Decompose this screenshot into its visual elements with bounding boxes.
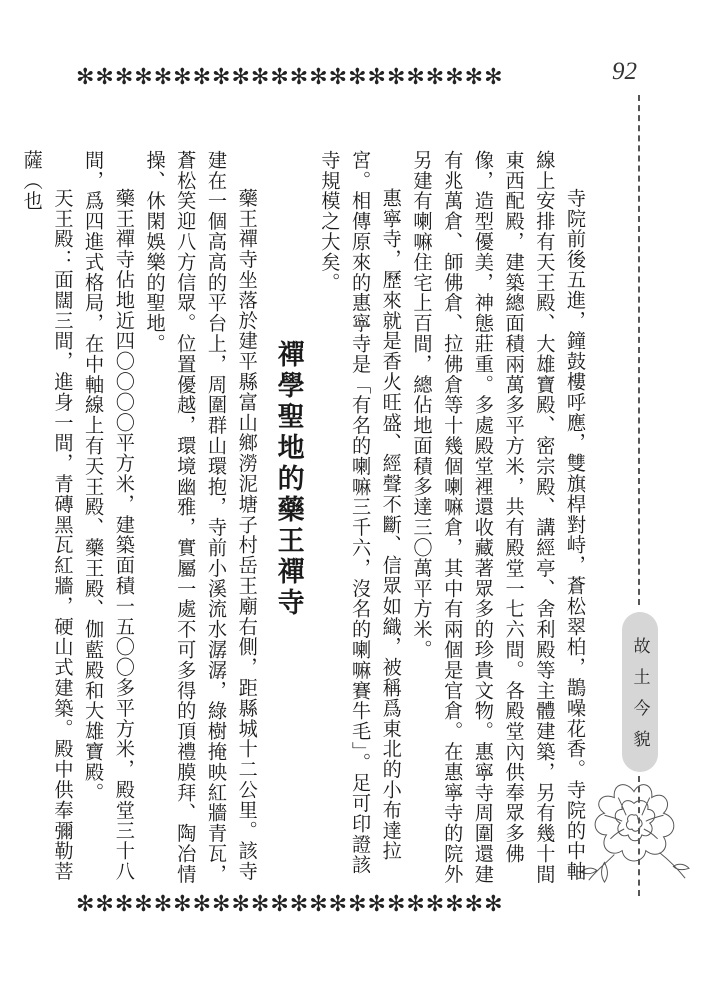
paragraph: 藥王禪寺坐落於建平縣富山鄉澇泥塘子村岳王廟右側，距縣城十二公里。該寺建在一個高高的平台上，周圍群山環抱，寺前小溪流水潺潺，綠樹掩映紅牆青瓦，蒼松笑迎八方信眾。位置優越，環境幽雅，實屬一處不可多得的頂禮膜拜、陶冶情操、休閑娛樂的聖地。 [143,150,259,885]
page-number: 92 [612,58,637,85]
chapter-side-tab [622,612,658,772]
paragraph: 藥王禪寺佔地近四〇〇〇〇平方米，建築面積一五〇〇多平方米，殿堂三十八間，爲四進式格局，在中軸線上有天王殿、藥王殿、伽藍殿和大雄寶殿。 [82,150,136,882]
margin-dashed-line [638,95,640,605]
paragraph: 寺院前後五進，鐘鼓樓呼應，雙旗桿對峙，蒼松翠柏，鵲噪花香。寺院的中軸線上安排有天王殿、大雄寶殿、密宗殿、講經亭、舍利殿等主體建築，另有幾十間東西配殿，建築總面積兩萬多平方米，共有殿堂一七六間。各殿堂內供奉眾多佛像，造型優美，神態莊重。多處殿堂裡還收藏著眾多的珍貴文物。惠寧寺周圍還建有兆萬倉、師佛倉、拉佛倉等十幾個喇嘛倉，其中有兩個是官倉。在惠寧寺的院外另建有喇嘛住宅上百間，總佔地面積多達三〇萬平方米。 [410,150,587,885]
paragraph: 天王殿：面闊三間，進身一間，青磚黑瓦紅牆，硬山式建築。殿中供奉彌勒菩薩（也 [20,150,75,882]
chapter-side-tab-label: 故土今貌 [629,637,650,761]
vertical-body-text [20,150,590,886]
section-title: 禪學聖地的藥王禪寺 [272,340,304,619]
bottom-star-border: ✻✻✻✻✻✻✻✻✻✻✻✻✻✻✻✻✻✻✻✻✻✻ [76,893,504,917]
paragraph: 惠寧寺，歷來就是香火旺盛、經聲不斷、信眾如織，被稱爲東北的小布達拉宮。相傳原來的惠寧寺是「有名的喇嘛三千六，沒名的喇嘛賽牛毛」。足可印證該寺規模之大矣。 [318,150,403,875]
top-star-border: ✻✻✻✻✻✻✻✻✻✻✻✻✻✻✻✻✻✻✻✻✻✻ [76,66,504,90]
peony-flower-icon [575,770,693,888]
